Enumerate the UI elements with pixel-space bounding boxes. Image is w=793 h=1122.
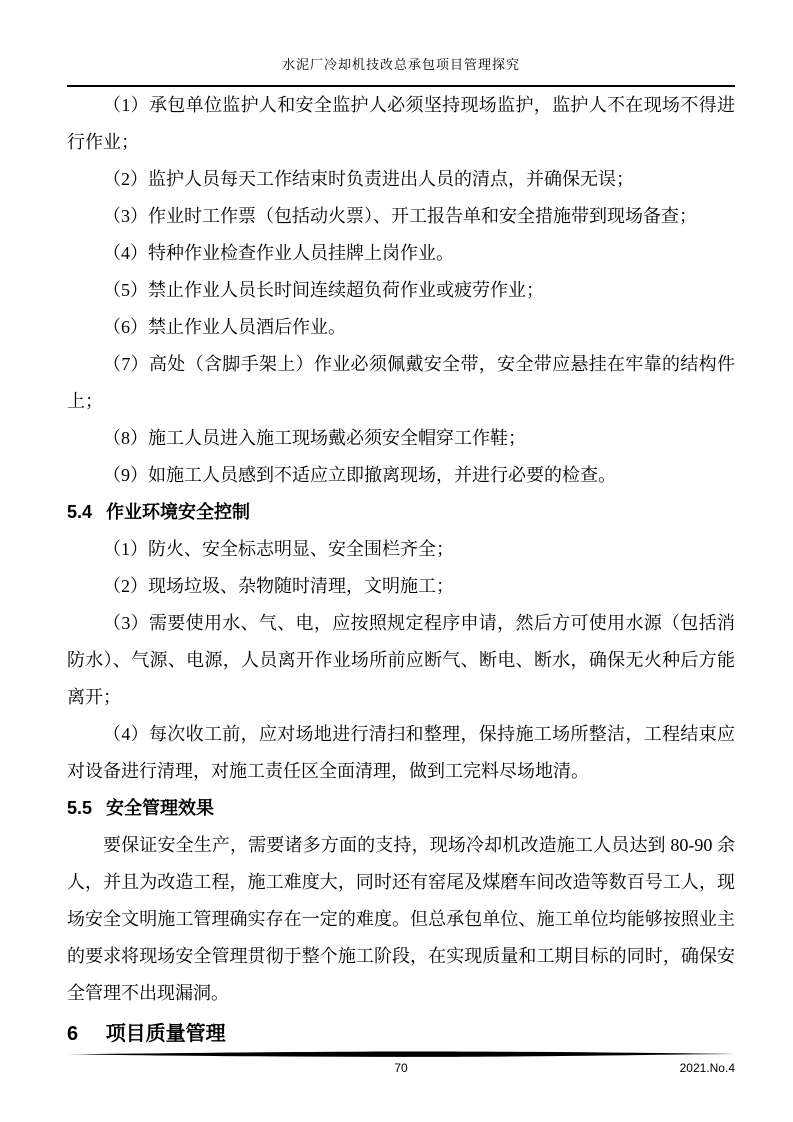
list-item: （1）承包单位监护人和安全监护人必须坚持现场监护，监护人不在现场不得进行作业；	[67, 95, 735, 152]
list-item: （8）施工人员进入施工现场戴必须安全帽穿工作鞋；	[103, 428, 526, 448]
section-title: 作业环境安全控制	[106, 502, 251, 522]
section-number: 6	[67, 1023, 79, 1045]
section-number: 5.4	[67, 502, 93, 522]
list-item: （2）现场垃圾、杂物随时清理，文明施工；	[103, 576, 454, 596]
list-item: （4）特种作业检查作业人员挂牌上岗作业。	[103, 243, 454, 263]
page-content	[67, 55, 735, 1054]
list-item: （6）禁止作业人员酒后作业。	[103, 317, 346, 337]
list-item: （3）作业时工作票（包括动火票）、开工报告单和安全措施带到现场备查；	[103, 206, 697, 226]
list-item: （7）高处（含脚手架上）作业必须佩戴安全带，安全带应悬挂在牢靠的结构件上；	[67, 354, 735, 411]
list-item: （9）如施工人员感到不适应立即撤离现场，并进行必要的检查。	[103, 465, 616, 485]
body-paragraph: 要保证安全生产，需要诸多方面的支持，现场冷却机改造施工人员达到 80-90 余人，并且为改造工程，施工难度大，同时还有窑尾及煤磨车间改造等数百号工人，现场安全文明施工管理确实存在一定的难度。但总承包单位、施工单位均能够按照业主的要求将现场安全管理贯彻于整个施工阶段，在实现质量和工期目标的同时，确保安全管理不出现漏洞。	[67, 835, 735, 1003]
page-footer	[67, 1050, 735, 1077]
footer-row	[67, 1059, 735, 1077]
issue-label: 2021.No.4	[679, 1061, 735, 1075]
running-title: 水泥厂冷却机技改总承包项目管理探究	[281, 57, 520, 72]
list-item: （1）防火、安全标志明显、安全围栏齐全；	[103, 539, 454, 559]
section-heading-5-5	[67, 790, 735, 827]
section-title: 项目质量管理	[105, 1023, 226, 1045]
section-number: 5.5	[67, 798, 93, 818]
section-title: 安全管理效果	[106, 798, 215, 818]
list-item: （5）禁止作业人员长时间连续超负荷作业或疲劳作业；	[103, 280, 544, 300]
section-heading-6	[67, 1014, 735, 1054]
list-item: （3）需要使用水、气、电，应按照规定程序申请，然后方可使用水源（包括消防水）、气源、电源，人员离开作业场所前应断气、断电、断水，确保无火种后方能离开；	[67, 613, 735, 707]
list-item: （2）监护人员每天工作结束时负责进出人员的清点，并确保无误；	[103, 169, 634, 189]
running-header	[67, 55, 735, 87]
list-item: （4）每次收工前，应对场地进行清扫和整理，保持施工场所整洁，工程结束应对设备进行清理，对施工责任区全面清理，做到工完料尽场地清。	[67, 724, 735, 781]
page-number: 70	[394, 1061, 408, 1075]
footer-rule-bar	[67, 1050, 735, 1058]
section-heading-5-4	[67, 494, 735, 531]
